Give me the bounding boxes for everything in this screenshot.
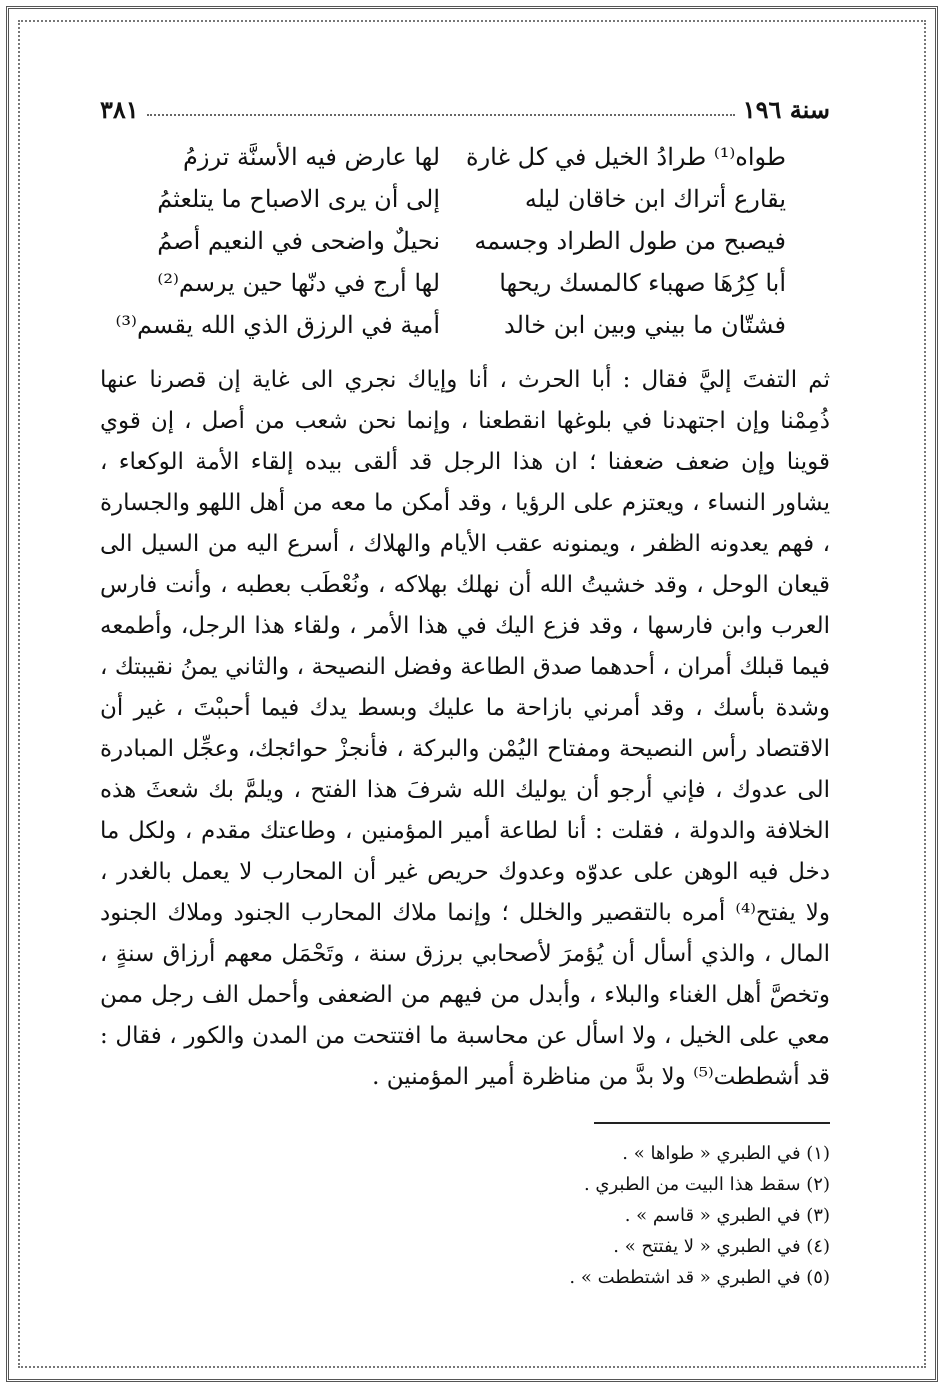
- footnote: (٥) في الطبري « قد اشتططت » .: [569, 1267, 830, 1288]
- verse-second-hemistich: لها عارض فيه الأسنَّة ترزمُ: [183, 143, 440, 171]
- verse-line: [100, 178, 830, 220]
- verse-line: [100, 262, 830, 304]
- page-number: ٣٨١: [100, 95, 139, 124]
- footnote: (١) في الطبري « طواها » .: [622, 1143, 830, 1164]
- footnote-rule: [594, 1122, 830, 1124]
- verse-first-hemistich: فيصبح من طول الطراد وجسمه: [474, 227, 786, 255]
- verse-second-hemistich: إلى أن يرى الاصباح ما يتلعثمُ: [157, 185, 440, 213]
- poem: [100, 136, 830, 346]
- page-header: [100, 88, 830, 124]
- footnote: (٤) في الطبري « لا يفتتح » .: [613, 1236, 830, 1257]
- verse-first-hemistich: طواه⁽¹⁾ طرادُ الخيل في كل غارة: [466, 143, 786, 171]
- footnote: (٣) في الطبري « قاسم » .: [624, 1205, 830, 1226]
- verse-second-hemistich: لها أرج في دنّها حين يرسم⁽²⁾: [157, 269, 440, 297]
- footnote: (٢) سقط هذا البيت من الطبري .: [583, 1174, 830, 1195]
- verse-second-hemistich: نحيلٌ واضحى في النعيم أصمُ: [157, 227, 440, 255]
- footnotes: [100, 1138, 830, 1293]
- book-page: [100, 88, 830, 1318]
- running-title: سنة ١٩٦: [742, 95, 830, 124]
- verse-line: [100, 136, 830, 178]
- verse-first-hemistich: يقارع أتراك ابن خاقان ليله: [524, 185, 786, 213]
- verse-line: [100, 220, 830, 262]
- verse-second-hemistich: أمية في الرزق الذي الله يقسم⁽³⁾: [115, 311, 440, 339]
- verse-line: [100, 304, 830, 346]
- verse-first-hemistich: أبا كِرُهَا صهباء كالمسك ريحها: [499, 269, 786, 297]
- body-paragraph: ثم التفتَ إليَّ فقال : أبا الحرث ، أنا وإياك نجري الى غاية إن قصرنا عنها ذُمِمْنا وإن اجتهدنا في بلوغها انقطعنا ، وإنما نحن شعب من أصل ، إن قوي قوينا وإن ضعف ضعفنا ؛ ان هذا الرجل قد ألقى بيده إلقاء الأمة الوكعاء ، يشاور النساء ، ويعتزم على الرؤيا ، وقد أمكن ما معه من أهل اللهو والجسارة ، فهم يعدونه الظفر ، ويمنونه عقب الأيام والهلاك ، أسرع اليه من السيل الى قيعان الوحل ، وقد خشيتُ الله أن نهلك بهلاكه ، ونُعْطَب بعطبه ، وأنت فارس العرب وابن فارسها ، وقد فزع اليك في هذا الأمر ، ولقاء هذا الرجل، وأطمعه فيما قبلك أمران ، أحدهما صدق الطاعة وفضل النصيحة ، والثاني يمنُ نقيبتك ، وشدة بأسك ، وقد أمرني بازاحة ما عليك وبسط يدك فيما أحببْتَ ، غير أن الاقتصاد رأس النصيحة ومفتاح اليُمْن والبركة ، فأنجزْ حوائجك، وعجِّل المبادرة الى عدوك ، فإني أرجو أن يوليك الله شرفَ هذا الفتح ، ويلمَّ بك شعثَ هذه الخلافة والدولة ، فقلت : أنا لطاعة أمير المؤمنين ، وطاعتك مقدم ، ولكل ما دخل فيه الوهن على عدوّه وعدوك حريص غير أن المحارب لا يعمل بالغدر ، ولا يفتح⁽⁴⁾ أمره بالتقصير والخلل ؛ وإنما ملاك المحارب الجنود وملاك الجنود المال ، والذي أسأل أن يُؤمرَ لأصحابي برزق سنة ، وتَحْمَل معهم أرزاق سنةٍ ، وتخصَّ أهل الغناء والبلاء ، وأبدل من فيهم من الضعفى وأحمل الف رجل ممن معي على الخيل ، ولا اسأل عن محاسبة ما افتتحت من المدن والكور ، فقال : قد أشططت⁽⁵⁾ ولا بدَّ من مناظرة أمير المؤمنين .: [100, 367, 830, 1090]
- verse-first-hemistich: فشتّان ما بيني وبين ابن خالد: [504, 311, 786, 339]
- header-dotted-leader: [147, 114, 735, 116]
